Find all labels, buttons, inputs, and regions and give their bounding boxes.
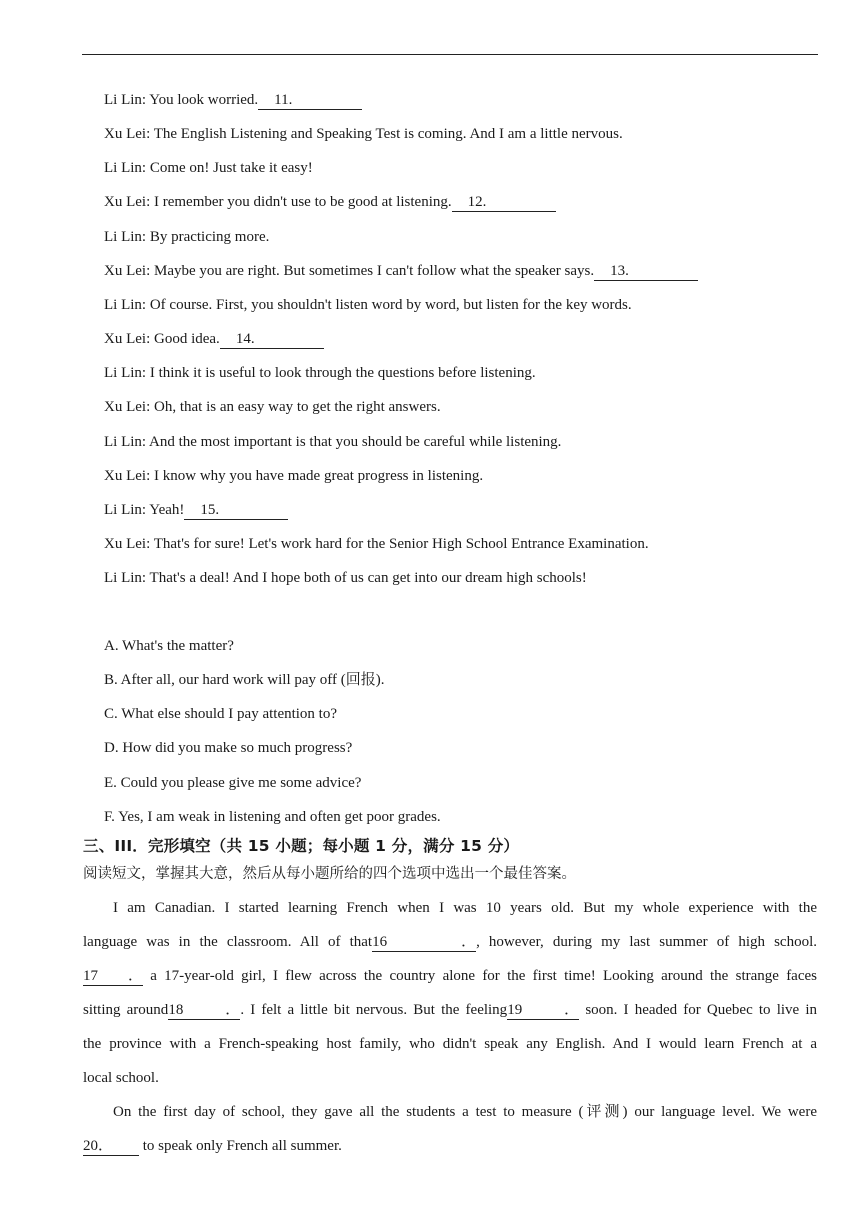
passage-text: . I felt a little bit nervous. But the feeling: [240, 1002, 508, 1018]
section-heading: 三、III．完形填空（共 15 小题；每小题 1 分，满分 15 分）: [83, 837, 520, 855]
dialogue-line: [104, 568, 587, 588]
blank-17[interactable]: 17．: [83, 968, 143, 984]
dialogue-line: [104, 227, 269, 247]
blank-18[interactable]: 18．: [168, 1002, 241, 1018]
dialogue-line: [104, 261, 698, 281]
section-instruction: 阅读短文，掌握其大意，然后从每小题所给的四个选项中选出一个最佳答案。: [83, 866, 576, 882]
passage-text: soon. I headed for Quebec to live in: [579, 1002, 817, 1018]
passage-line: local school.: [83, 1070, 159, 1086]
dialogue-line: [104, 432, 561, 452]
passage-line: [83, 966, 817, 986]
dialogue-text: Li Lin: By practicing more.: [104, 228, 270, 245]
answer-blank[interactable]: 15.: [184, 502, 288, 520]
dialogue-text: Xu Lei: Maybe you are right. But sometimes I can't follow what the speaker says.: [104, 262, 595, 279]
option-item: C. What else should I pay attention to?: [104, 706, 338, 723]
dialogue-text: Li Lin: Yeah!: [104, 501, 185, 518]
option-item: E. Could you please give me some advice?: [104, 774, 362, 791]
dialogue-text: Li Lin: I think it is useful to look through the questions before listening.: [104, 365, 536, 382]
answer-blank[interactable]: 11.: [258, 92, 362, 110]
dialogue-text: Xu Lei: The English Listening and Speaking Test is coming. And I am a little nervous.: [104, 126, 623, 143]
dialogue-text: Li Lin: Come on! Just take it easy!: [104, 160, 313, 177]
header-rule: [82, 54, 818, 55]
blank-16[interactable]: 16．: [372, 934, 477, 950]
passage-text: a 17-year-old girl, I flew across the country alone for the first time! Looking around the strange faces: [143, 968, 817, 984]
answer-blank[interactable]: 13.: [594, 263, 698, 281]
dialogue-line: [104, 500, 288, 520]
blank-19[interactable]: 19．: [507, 1002, 580, 1018]
passage-line: I am Canadian. I started learning French when I was 10 years old. But my whole experience with the: [113, 900, 817, 916]
dialogue-text: Xu Lei: I remember you didn't use to be good at listening.: [104, 194, 452, 211]
passage-line: the province with a French-speaking host family, who didn't speak any English. And I would learn French at a: [83, 1036, 817, 1052]
dialogue-line: [104, 329, 324, 349]
option-item: D. How did you make so much progress?: [104, 740, 353, 757]
answer-blank[interactable]: 14.: [220, 331, 324, 349]
passage-text: sitting around: [83, 1002, 169, 1018]
passage-text: to speak only French all summer.: [139, 1138, 342, 1154]
passage-line: [83, 1000, 817, 1020]
dialogue-text: Li Lin: That's a deal! And I hope both of us can get into our dream high schools!: [104, 570, 587, 587]
option-item: B. After all, our hard work will pay off (回报).: [104, 672, 385, 689]
dialogue-text: Xu Lei: I know why you have made great progress in listening.: [104, 467, 484, 484]
dialogue-text: Xu Lei: Oh, that is an easy way to get the right answers.: [104, 399, 441, 416]
passage-text: , however, during my last summer of high school.: [476, 934, 817, 950]
dialogue-text: Xu Lei: Good idea.: [104, 331, 220, 348]
option-item: F. Yes, I am weak in listening and often get poor grades.: [104, 808, 441, 825]
passage-line: [83, 1136, 817, 1156]
dialogue-text: Xu Lei: That's for sure! Let's work hard for the Senior High School Entrance Examination.: [104, 535, 649, 552]
option-item: A. What's the matter?: [104, 638, 234, 654]
dialogue-line: [104, 397, 441, 417]
dialogue-line: [104, 192, 556, 212]
blank-20[interactable]: 20．: [83, 1138, 139, 1156]
dialogue-line: [104, 363, 536, 383]
answer-blank[interactable]: 12.: [452, 194, 556, 212]
dialogue-line: [104, 158, 313, 178]
passage-line: On the first day of school, they gave all the students a test to measure (评测) our language level. We were: [113, 1104, 817, 1120]
dialogue-text: Li Lin: And the most important is that you should be careful while listening.: [104, 433, 562, 450]
passage-line: [83, 932, 817, 952]
dialogue-text: Li Lin: You look worried.: [104, 92, 259, 108]
passage-text: language was in the classroom. All of that: [83, 934, 373, 950]
dialogue-text: Li Lin: Of course. First, you shouldn't listen word by word, but listen for the key words.: [104, 296, 632, 313]
dialogue-line: [104, 295, 632, 315]
dialogue-line: [104, 90, 362, 110]
dialogue-line: [104, 466, 483, 486]
dialogue-line: [104, 534, 649, 554]
dialogue-line: [104, 124, 623, 144]
